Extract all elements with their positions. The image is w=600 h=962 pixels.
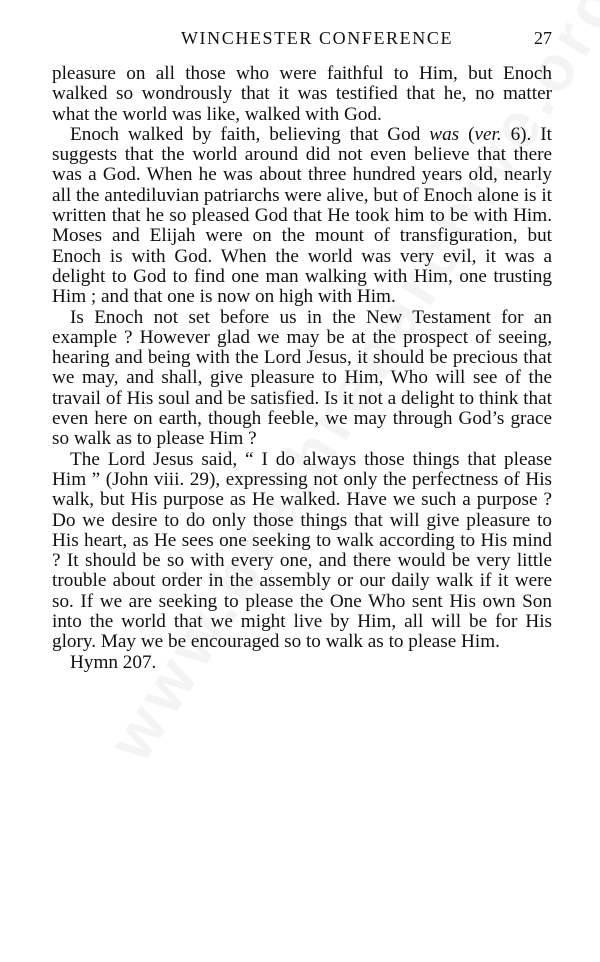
paragraph-2-text-a: Enoch walked by faith, believing that God	[70, 123, 430, 145]
body-text	[52, 64, 552, 673]
paragraph-1: pleasure on all those who were faithful to Him, but Enoch walked so wondrously that it was testified that he, no matter what the world was like, walked with God.	[52, 63, 552, 125]
emphasis-was: was	[429, 123, 460, 145]
paragraph-2-text-b: (	[459, 123, 475, 145]
paragraph-4: The Lord Jesus said, “ I do always those things that please Him ” (John viii. 29), expressing not only the perfectness of His walk, but His purpose as He walked. Have we such a purpose ? Do we desire to do only those things that will give pleasure to His heart, as He sees one seeking to walk according to His mind ? It should be so with every one, and there would be very little trouble about order in the assembly or our daily walk if it were so. If we are seeking to please the One Who sent His own Son into the world that we might live by Him, all will be for His glory. May we be encouraged so to walk as to please Him.	[52, 448, 552, 653]
hymn-reference: Hymn 207.	[70, 651, 157, 673]
verse-reference: ver.	[474, 123, 502, 145]
running-head: WINCHESTER CONFERENCE	[180, 28, 454, 48]
paragraph-3: Is Enoch not set before us in the New Testament for an example ? However glad we may be at the prospect of seeing, hearing and being with the Lord Jesus, it should be precious that we may, and shall, give pleasure to Him, Who will see of the travail of His soul and be satisfied. Is it not a delight to think that even here on earth, though feeble, we may through God’s grace so walk as to please Him ?	[52, 306, 552, 450]
paragraph-2-text-c: 6). It suggests that the world around did not even believe that there was a God. When he was about three hundred years old, nearly all the antediluvian patriarchs were alive, but of Enoch alone is it written that he so pleased God that He took him to be with Him. Moses and Elijah were on the mount of transfiguration, but Enoch is with God. When the world was very evil, it was a delight to God to find one man walking with Him, one trusting Him ; and that one is now on high with Him.	[52, 123, 552, 308]
paragraph-2	[52, 125, 552, 308]
page-number: 27	[534, 28, 552, 48]
page-header	[52, 26, 552, 50]
